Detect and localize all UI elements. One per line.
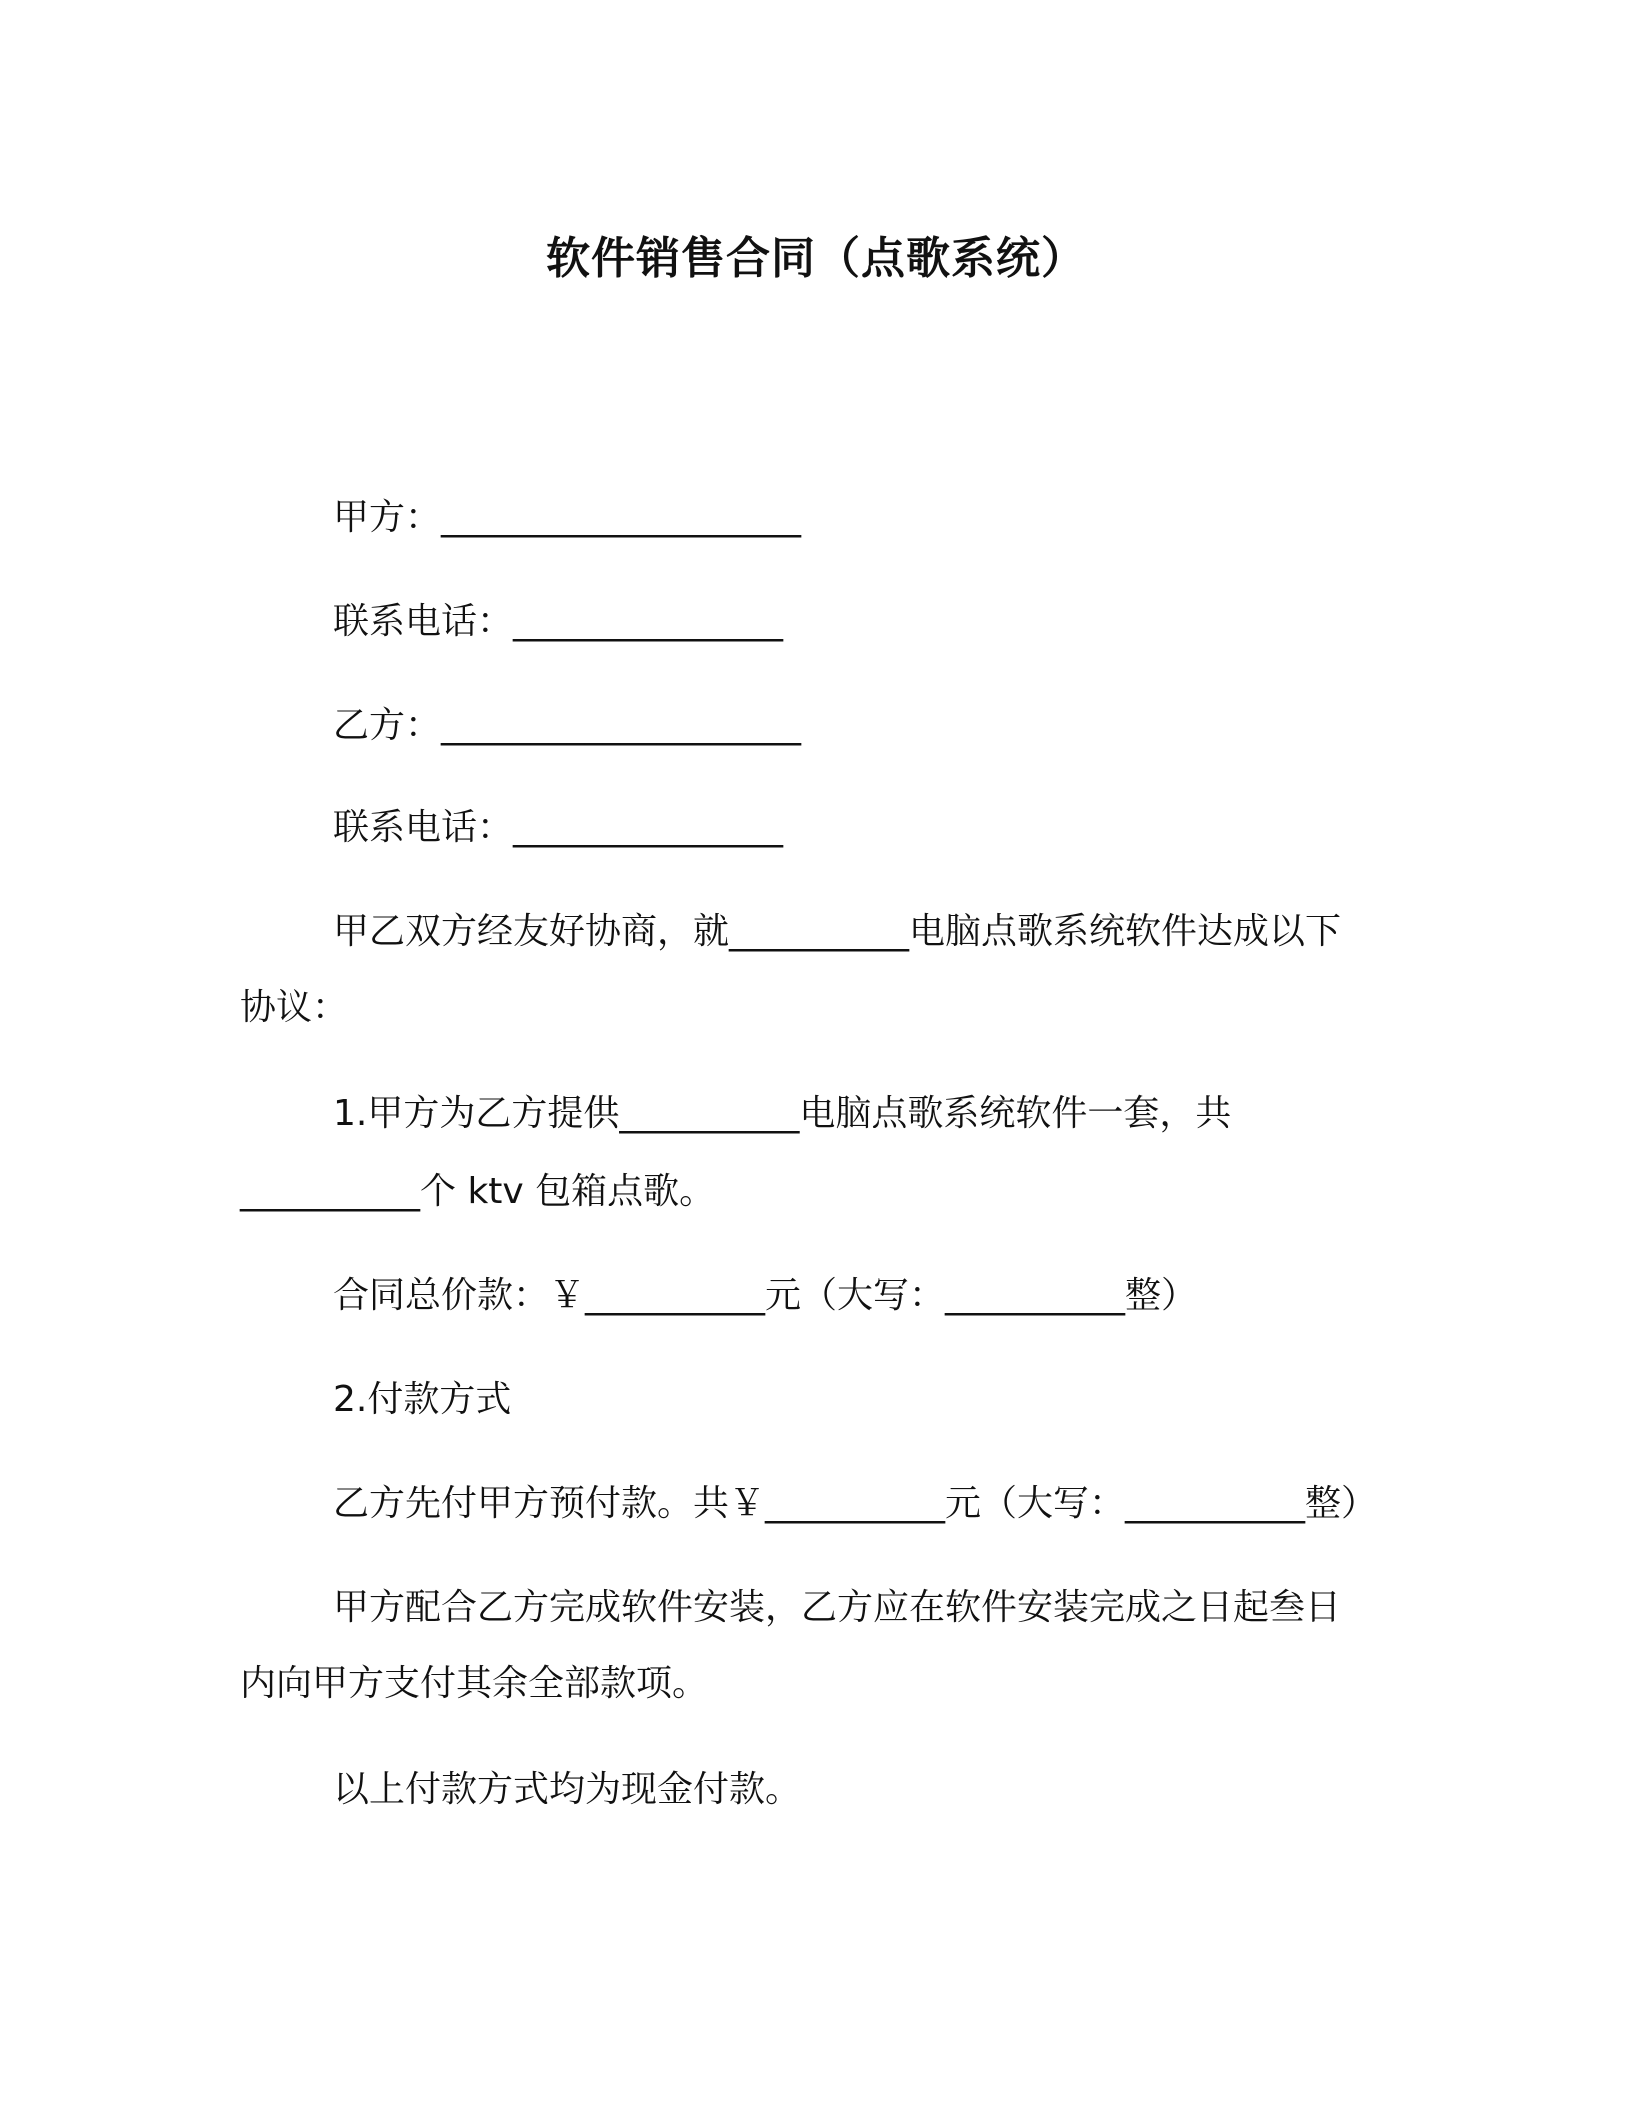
clause-1-line-1: 1.甲方为乙方提供__________电脑点歌系统软件一套，共 — [333, 1093, 1232, 1134]
clause-1-line-2: __________个 ktv 包箱点歌。 — [240, 1171, 716, 1212]
cash-payment-note: 以上付款方式均为现金付款。 — [333, 1769, 802, 1810]
prepayment-line: 乙方先付甲方预付款。共￥__________元（大写：__________整） — [333, 1483, 1378, 1524]
party-a-phone-line: 联系电话：_______________ — [333, 601, 784, 642]
installation-line-1: 甲方配合乙方完成软件安装，乙方应在软件安装完成之日起叁日 — [333, 1587, 1342, 1628]
total-price-line: 合同总价款：￥__________元（大写：__________整） — [333, 1275, 1198, 1316]
party-b-phone-line: 联系电话：_______________ — [333, 807, 784, 848]
document-title: 软件销售合同（点歌系统） — [546, 233, 1086, 284]
intro-paragraph-line-2: 协议： — [240, 987, 349, 1028]
party-a-line: 甲方：____________________ — [333, 497, 802, 538]
party-b-line: 乙方：____________________ — [333, 705, 802, 746]
intro-paragraph-line-1: 甲乙双方经友好协商，就__________电脑点歌系统软件达成以下 — [333, 911, 1342, 952]
clause-2-heading: 2.付款方式 — [333, 1379, 512, 1420]
installation-line-2: 内向甲方支付其余全部款项。 — [240, 1663, 709, 1704]
